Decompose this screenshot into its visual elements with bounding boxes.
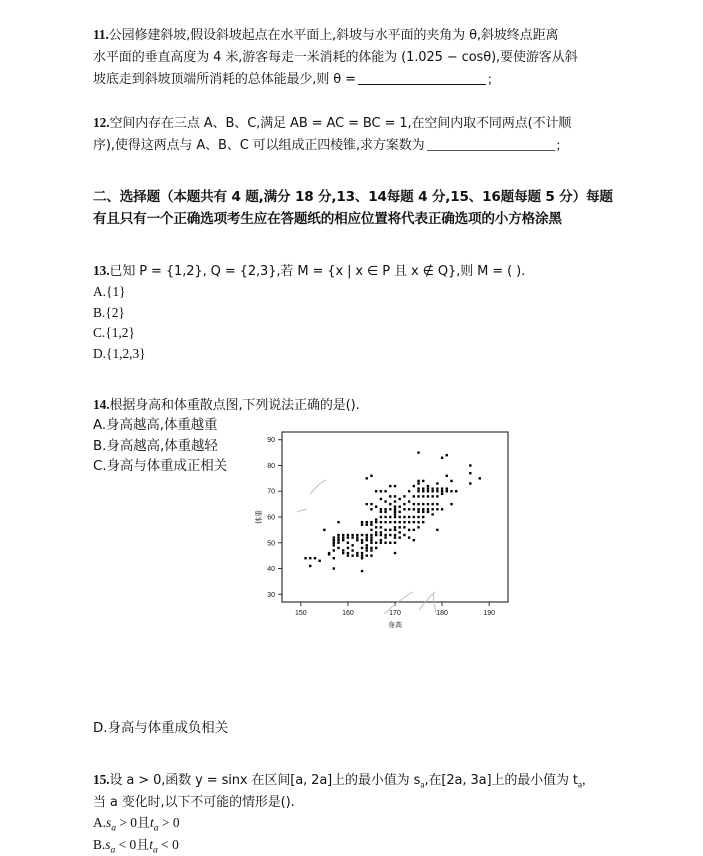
- scatter-point: [469, 482, 471, 484]
- scatter-point: [394, 485, 396, 487]
- scatter-point: [309, 565, 311, 567]
- scatter-point: [384, 536, 386, 538]
- question-15-option-a-rel2: > 0: [159, 815, 180, 830]
- scatter-point: [413, 539, 415, 541]
- scatter-point: [446, 490, 448, 492]
- scatter-point: [394, 513, 396, 515]
- scatter-point: [394, 505, 396, 507]
- scatter-point: [375, 542, 377, 544]
- scatter-point: [422, 487, 424, 489]
- question-14-option-c[interactable]: C.身高与体重成正相关: [93, 457, 623, 478]
- question-13-option-b[interactable]: B.{2}: [93, 303, 623, 324]
- scatter-point: [455, 490, 457, 492]
- question-15-stem-line-1: [93, 769, 623, 791]
- scatter-point: [366, 534, 368, 536]
- scatter-point: [384, 534, 386, 536]
- scatter-point: [351, 554, 353, 556]
- question-15-option-a-var1: s: [106, 815, 111, 830]
- scatter-point: [427, 511, 429, 513]
- scatter-point: [413, 495, 415, 497]
- scatter-point: [431, 487, 433, 489]
- scatter-point: [370, 554, 372, 556]
- x-tick-label: 160: [342, 610, 354, 617]
- scatter-point: [441, 487, 443, 489]
- scatter-point: [347, 552, 349, 554]
- scatter-point: [446, 454, 448, 456]
- scatter-point: [356, 552, 358, 554]
- scatter-point: [413, 529, 415, 531]
- scatter-point: [450, 480, 452, 482]
- scatter-point: [394, 552, 396, 554]
- scatter-point: [413, 508, 415, 510]
- question-15-option-a-rel1: > 0: [116, 815, 137, 830]
- question-12-text-1: 空间内存在三点 A、B、C,满足 AB = AC = BC = 1,在空间内取不同两点(不计顺: [109, 116, 571, 131]
- question-15-option-a-letter: A.: [93, 815, 106, 830]
- scatter-point: [417, 526, 419, 528]
- scatter-point: [399, 505, 401, 507]
- question-11-line-1: [93, 24, 623, 46]
- question-15-option-b[interactable]: [93, 835, 623, 856]
- question-14-stem-text: 根据身高和体重散点图,下列说法正确的是().: [109, 398, 359, 413]
- scatter-point: [427, 485, 429, 487]
- scatter-point: [333, 536, 335, 538]
- question-11-trailing: ;: [488, 71, 492, 86]
- scatter-point: [413, 485, 415, 487]
- scatter-point: [403, 503, 405, 505]
- scatter-point: [408, 516, 410, 518]
- scatter-point: [361, 521, 363, 523]
- scatter-point: [361, 542, 363, 544]
- scatter-point: [375, 521, 377, 523]
- question-15-stem-part-1: 设 a > 0,函数 y = sinx 在区间[a, 2a]上的最小值为 s: [109, 773, 420, 788]
- scatter-point: [441, 508, 443, 510]
- question-13-number: 13.: [93, 263, 109, 278]
- question-14-option-d[interactable]: D.身高与体重成负相关: [93, 719, 623, 740]
- scatter-point: [342, 536, 344, 538]
- scatter-point: [399, 531, 401, 533]
- question-11-text-3: 坡底走到斜坡顶端所消耗的总体能最少,则 θ =: [93, 72, 356, 87]
- scatter-point: [394, 521, 396, 523]
- scatter-point: [384, 516, 386, 518]
- scatter-point: [380, 508, 382, 510]
- question-14-option-a[interactable]: A.身高越高,体重越重: [93, 416, 623, 437]
- scatter-point: [389, 516, 391, 518]
- y-tick-label: 60: [267, 515, 275, 522]
- scatter-point: [356, 554, 358, 556]
- scatter-point: [403, 495, 405, 497]
- scatter-point: [328, 552, 330, 554]
- scatter-point: [436, 482, 438, 484]
- scatter-point: [375, 518, 377, 520]
- scatter-point: [380, 534, 382, 536]
- question-14-number: 14.: [93, 397, 109, 412]
- scatter-point: [333, 539, 335, 541]
- question-15-option-b-sub1: a: [111, 844, 116, 855]
- scatter-point: [394, 536, 396, 538]
- scatter-point: [479, 477, 481, 479]
- scatter-point: [370, 536, 372, 538]
- scatter-point: [422, 521, 424, 523]
- scatter-point: [422, 516, 424, 518]
- question-15-option-b-rel1: < 0: [115, 837, 136, 852]
- scatter-point: [399, 516, 401, 518]
- question-11-answer-blank[interactable]: [358, 72, 486, 85]
- scatter-point: [441, 493, 443, 495]
- scatter-point: [427, 490, 429, 492]
- scatter-point: [333, 549, 335, 551]
- scatter-point: [417, 508, 419, 510]
- scatter-point: [384, 490, 386, 492]
- scatter-point: [375, 526, 377, 528]
- question-15-sub-2: a: [578, 780, 582, 791]
- scatter-point: [366, 554, 368, 556]
- scatter-point: [403, 526, 405, 528]
- scatter-point: [431, 508, 433, 510]
- y-axis-ticks: [267, 437, 282, 599]
- scatter-point: [394, 495, 396, 497]
- scatter-point: [417, 511, 419, 513]
- scatter-point: [370, 475, 372, 477]
- scatter-point: [427, 503, 429, 505]
- height-weight-scatter-chart: [247, 424, 519, 636]
- question-15-sub-1: a: [420, 780, 424, 791]
- scatter-point: [417, 487, 419, 489]
- scatter-point: [351, 534, 353, 536]
- scatter-point: [370, 524, 372, 526]
- section-heading: [93, 186, 623, 230]
- scatter-point: [389, 534, 391, 536]
- question-15-stem-part-3: 当 a 变化时,以下不可能的情形是().: [93, 795, 295, 810]
- question-15-option-b-var2: t: [149, 837, 153, 852]
- scatter-point: [422, 495, 424, 497]
- x-axis-label: 身高: [388, 620, 402, 629]
- scatter-point: [389, 508, 391, 510]
- scatter-point: [366, 549, 368, 551]
- scatter-point: [441, 490, 443, 492]
- question-15-option-b-letter: B.: [93, 837, 105, 852]
- scatter-point: [356, 534, 358, 536]
- scatter-point: [422, 490, 424, 492]
- question-12-line-1: [93, 112, 623, 134]
- scatter-point: [436, 503, 438, 505]
- y-tick-label: 70: [267, 489, 275, 496]
- scatter-point: [366, 547, 368, 549]
- question-11-line-3: [93, 68, 623, 90]
- scatter-point: [375, 490, 377, 492]
- question-15-option-b-conj: 且: [136, 838, 149, 853]
- scatter-point: [361, 539, 363, 541]
- scatter-point: [370, 549, 372, 551]
- scatter-point: [366, 536, 368, 538]
- scatter-point: [384, 511, 386, 513]
- scatter-point: [337, 539, 339, 541]
- scatter-point: [342, 549, 344, 551]
- question-14-option-b[interactable]: B.身高越高,体重越轻: [93, 437, 623, 458]
- scatter-point: [403, 516, 405, 518]
- question-11-text-2: 水平面的垂直高度为 4 米,游客每走一米消耗的体能为 (1.025 − cosθ),要使游客从斜: [93, 50, 577, 65]
- question-12: [93, 112, 623, 156]
- scatter-point: [436, 508, 438, 510]
- question-15-option-b-var1: s: [105, 837, 110, 852]
- scatter-point: [318, 560, 320, 562]
- scatter-point: [417, 503, 419, 505]
- x-tick-label: 170: [389, 610, 401, 617]
- scatter-point: [399, 498, 401, 500]
- scatter-point: [356, 536, 358, 538]
- scatter-point: [380, 511, 382, 513]
- scatter-point: [351, 536, 353, 538]
- scatter-point: [417, 516, 419, 518]
- scatter-point: [370, 534, 372, 536]
- scatter-point: [304, 557, 306, 559]
- scatter-point: [337, 521, 339, 523]
- scatter-point: [380, 521, 382, 523]
- question-13-option-d[interactable]: D.{1,2,3}: [93, 344, 623, 365]
- y-tick-label: 50: [267, 540, 275, 547]
- scatter-plot-svg: [247, 424, 519, 636]
- question-14-stem: [93, 394, 623, 416]
- scatter-point: [394, 516, 396, 518]
- scatter-point: [366, 544, 368, 546]
- scatter-point: [361, 570, 363, 572]
- y-tick-label: 40: [267, 566, 275, 573]
- scatter-point: [427, 508, 429, 510]
- x-tick-label: 150: [295, 610, 307, 617]
- question-11-number: 11.: [93, 27, 109, 42]
- question-12-answer-blank[interactable]: [427, 138, 555, 151]
- y-tick-label: 30: [267, 592, 275, 599]
- question-11: [93, 24, 623, 90]
- scatter-point: [394, 542, 396, 544]
- scatter-point: [422, 480, 424, 482]
- scatter-point: [333, 542, 335, 544]
- scatter-point: [370, 542, 372, 544]
- scatter-point: [399, 521, 401, 523]
- scatter-point: [380, 498, 382, 500]
- question-12-number: 12.: [93, 115, 109, 130]
- scatter-point: [361, 534, 363, 536]
- scatter-point: [375, 534, 377, 536]
- scatter-point: [427, 495, 429, 497]
- question-15-stem-end: ,: [582, 772, 585, 787]
- scatter-point: [333, 567, 335, 569]
- scatter-point: [370, 521, 372, 523]
- scatter-point: [361, 554, 363, 556]
- scatter-point: [394, 534, 396, 536]
- scatter-point: [323, 529, 325, 531]
- scatter-point: [347, 534, 349, 536]
- scatter-point: [361, 552, 363, 554]
- question-12-line-2: [93, 134, 623, 156]
- scatter-point: [342, 539, 344, 541]
- scatter-point: [422, 508, 424, 510]
- scatter-point: [384, 542, 386, 544]
- question-15-option-b-sub2: a: [153, 844, 158, 855]
- scatter-point: [422, 511, 424, 513]
- scatter-point: [389, 503, 391, 505]
- scatter-point: [436, 487, 438, 489]
- question-13-stem: [93, 260, 623, 282]
- question-15: [93, 769, 623, 856]
- scatter-point: [361, 547, 363, 549]
- scatter-point: [389, 542, 391, 544]
- scatter-point: [431, 503, 433, 505]
- scatter-point: [337, 536, 339, 538]
- question-15-option-b-rel2: < 0: [158, 837, 179, 852]
- scatter-point: [370, 539, 372, 541]
- question-15-option-a-conj: 且: [137, 816, 150, 831]
- scatter-point: [441, 457, 443, 459]
- scatter-point: [342, 534, 344, 536]
- question-11-text-1: 公园修建斜坡,假设斜坡起点在水平面上,斜坡与水平面的夹角为 θ,斜坡终点距离: [109, 28, 559, 43]
- scatter-point: [347, 554, 349, 556]
- scatter-point: [413, 516, 415, 518]
- scatter-point: [370, 508, 372, 510]
- scatter-point: [366, 503, 368, 505]
- scatter-point: [399, 526, 401, 528]
- scatter-point: [436, 495, 438, 497]
- scatter-point: [351, 549, 353, 551]
- scatter-point: [417, 451, 419, 453]
- scatter-point: [375, 547, 377, 549]
- scatter-point: [366, 524, 368, 526]
- scatter-point: [333, 544, 335, 546]
- scatter-point: [337, 534, 339, 536]
- scatter-point: [384, 529, 386, 531]
- scatter-point: [417, 495, 419, 497]
- scatter-point: [384, 500, 386, 502]
- question-13: [93, 260, 623, 364]
- scatter-point: [366, 477, 368, 479]
- scatter-point: [394, 511, 396, 513]
- scatter-point: [380, 516, 382, 518]
- scatter-point: [351, 544, 353, 546]
- question-13-option-a[interactable]: A.{1}: [93, 282, 623, 303]
- scatter-point: [366, 521, 368, 523]
- scatter-point: [399, 511, 401, 513]
- scatter-point: [347, 542, 349, 544]
- question-11-line-2: [93, 46, 623, 68]
- question-15-option-a-sub2: a: [154, 823, 159, 834]
- scatter-point: [380, 531, 382, 533]
- question-13-stem-text: 已知 P = {1,2}, Q = {2,3},若 M = {x | x ∈ P 且 x ∉ Q},则 M = ( ).: [109, 264, 525, 279]
- scatter-point: [366, 539, 368, 541]
- scatter-point: [309, 557, 311, 559]
- scatter-point: [380, 490, 382, 492]
- scatter-point: [469, 472, 471, 474]
- scatter-point: [356, 539, 358, 541]
- section-heading-line-2: 有且只有一个正确选项考生应在答题纸的相应位置将代表正确选项的小方格涂黑: [93, 208, 623, 230]
- y-tick-label: 90: [267, 437, 275, 444]
- scatter-point: [403, 534, 405, 536]
- scatter-point: [384, 521, 386, 523]
- scatter-point: [361, 557, 363, 559]
- scatter-point: [417, 480, 419, 482]
- question-15-option-a-var2: t: [150, 815, 154, 830]
- scatter-point: [394, 500, 396, 502]
- scatter-point: [389, 495, 391, 497]
- scatter-point: [446, 487, 448, 489]
- scatter-point: [384, 508, 386, 510]
- scatter-point: [446, 475, 448, 477]
- scatter-point: [408, 529, 410, 531]
- question-12-text-2: 序),使得这两点与 A、B、C 可以组成正四棱锥,求方案数为: [93, 138, 425, 153]
- scatter-point: [450, 503, 452, 505]
- scatter-point: [394, 529, 396, 531]
- scatter-point: [431, 490, 433, 492]
- question-15-option-a[interactable]: [93, 813, 623, 835]
- scatter-point: [347, 547, 349, 549]
- x-tick-label: 180: [436, 610, 448, 617]
- scatter-point: [394, 508, 396, 510]
- scatter-point: [370, 503, 372, 505]
- section-heading-line-1: 二、选择题（本题共有 4 题,满分 18 分,13、14每题 4 分,15、16题每题 5 分）每题: [93, 186, 623, 208]
- question-13-option-c[interactable]: C.{1,2}: [93, 323, 623, 344]
- scatter-point: [380, 526, 382, 528]
- scatter-point: [469, 464, 471, 466]
- scatter-point: [389, 521, 391, 523]
- scatter-point: [361, 524, 363, 526]
- scatter-point: [380, 539, 382, 541]
- scatter-point: [389, 485, 391, 487]
- scatter-point: [347, 536, 349, 538]
- scatter-point: [337, 542, 339, 544]
- scatter-point: [408, 536, 410, 538]
- scatter-point: [403, 508, 405, 510]
- scatter-point: [314, 557, 316, 559]
- scatter-point: [413, 521, 415, 523]
- scatter-point: [422, 503, 424, 505]
- scatter-point: [403, 521, 405, 523]
- question-15-number: 15.: [93, 772, 109, 787]
- scatter-point: [417, 482, 419, 484]
- scatter-point: [389, 529, 391, 531]
- question-15-stem-part-2: ,在[2a, 3a]上的最小值为 t: [424, 773, 577, 788]
- scatter-point: [370, 529, 372, 531]
- scatter-point: [431, 513, 433, 515]
- scatter-point: [436, 490, 438, 492]
- y-tick-label: 80: [267, 463, 275, 470]
- scatter-point: [413, 503, 415, 505]
- scatter-point: [408, 490, 410, 492]
- scatter-point: [394, 526, 396, 528]
- scatter-point: [436, 529, 438, 531]
- scatter-point: [408, 500, 410, 502]
- scatter-point: [417, 521, 419, 523]
- question-15-stem-line-2: [93, 791, 623, 813]
- scatter-point: [417, 490, 419, 492]
- x-tick-label: 190: [483, 610, 495, 617]
- y-axis-label: 体重: [254, 510, 263, 524]
- scatter-point: [370, 547, 372, 549]
- scatter-point: [380, 542, 382, 544]
- scatter-point: [408, 508, 410, 510]
- scatter-point: [337, 547, 339, 549]
- scatter-point: [450, 490, 452, 492]
- scatter-point: [375, 505, 377, 507]
- scatter-point: [333, 557, 335, 559]
- scatter-point: [342, 552, 344, 554]
- scatter-point: [375, 531, 377, 533]
- question-15-option-a-sub1: a: [111, 823, 116, 834]
- scatter-point: [408, 521, 410, 523]
- scatter-point: [431, 495, 433, 497]
- scatter-point: [399, 536, 401, 538]
- question-12-trailing: ;: [557, 137, 561, 152]
- scatter-point: [427, 487, 429, 489]
